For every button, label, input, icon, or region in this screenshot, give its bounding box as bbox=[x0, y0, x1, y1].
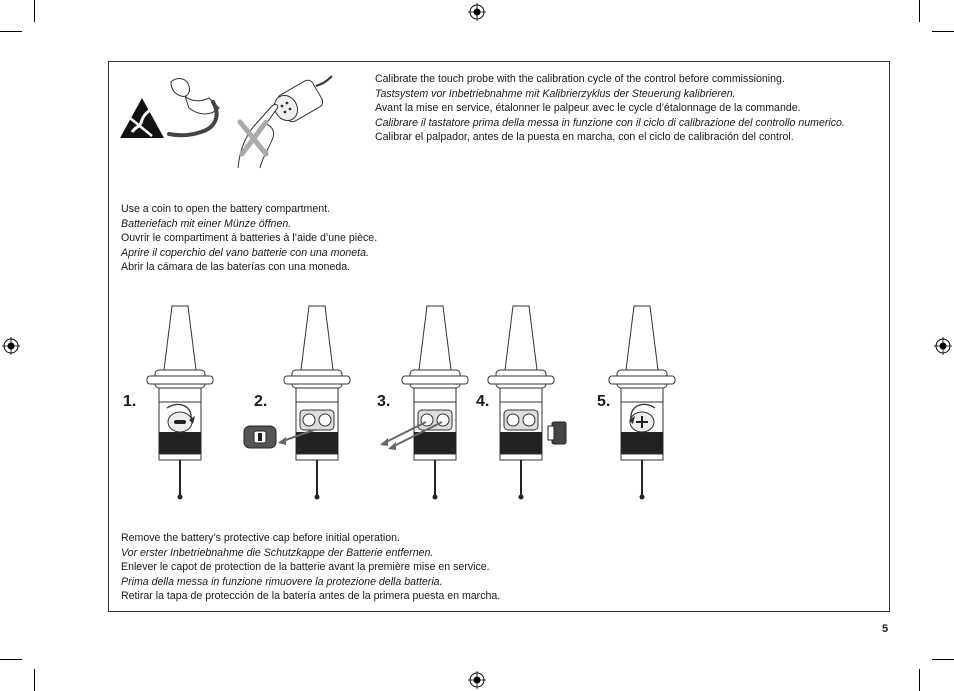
battery-cap-text-fr: Enlever le capot de protection de la batterie avant la première mise en service. bbox=[121, 561, 490, 574]
do-not-touch-connector-icon bbox=[232, 70, 342, 172]
registration-mark-icon bbox=[468, 671, 486, 689]
page-number: 5 bbox=[882, 623, 889, 635]
registration-mark-icon bbox=[934, 337, 952, 355]
battery-open-instructions bbox=[121, 202, 377, 275]
calibration-text-es: Calibrar el palpador, antes de la puesta en marcha, con el ciclo de calibración del control. bbox=[375, 131, 794, 144]
calibration-text-it: Calibrare il tastatore prima della messa in funzione con il ciclo di calibrazione del controllo numerico. bbox=[375, 116, 845, 129]
crop-mark bbox=[0, 659, 22, 660]
battery-open-text-de: Batteriefach mit einer Münze öffnen. bbox=[121, 217, 292, 230]
step-number: 4. bbox=[476, 393, 490, 410]
battery-cap-instructions bbox=[121, 531, 500, 604]
registration-mark-icon bbox=[468, 3, 486, 21]
crop-mark bbox=[34, 0, 35, 22]
battery-cap-text-it: Prima della messa in funzione rimuovere la protezione della batteria. bbox=[121, 575, 443, 588]
step-number: 2. bbox=[254, 393, 268, 410]
crop-mark bbox=[932, 659, 954, 660]
crop-mark bbox=[932, 31, 954, 32]
crop-mark bbox=[34, 669, 35, 691]
calibration-text-en: Calibrate the touch probe with the calibration cycle of the control before commissioning. bbox=[375, 73, 785, 85]
crop-mark bbox=[0, 31, 22, 32]
registration-mark-icon bbox=[2, 337, 20, 355]
wrist-strap-icon bbox=[165, 72, 225, 140]
calibration-text-de: Tastsystem vor Inbetriebnahme mit Kalibrierzyklus der Steuerung kalibrieren. bbox=[375, 87, 736, 100]
probe-step-4-illustration bbox=[486, 304, 570, 502]
crop-mark bbox=[919, 0, 920, 22]
calibration-instructions bbox=[375, 72, 845, 145]
step-number: 5. bbox=[597, 393, 611, 410]
battery-open-text-es: Abrir la cámara de las baterías con una moneda. bbox=[121, 261, 351, 274]
probe-step-3-illustration bbox=[378, 304, 468, 502]
step-number: 3. bbox=[377, 393, 391, 410]
probe-step-5-illustration bbox=[607, 304, 677, 502]
battery-open-text-en: Use a coin to open the battery compartment. bbox=[121, 203, 331, 215]
battery-cap-text-es: Retirar la tapa de protección de la batería antes de la primera puesta en marcha. bbox=[121, 590, 501, 603]
esd-warning-icon bbox=[118, 96, 166, 140]
battery-open-text-fr: Ouvrir le compartiment à batteries à l’aide d’une pièce. bbox=[121, 232, 378, 245]
calibration-text-fr: Avant la mise en service, étalonner le palpeur avec le cycle d’étalonnage de la commande. bbox=[375, 102, 801, 115]
battery-cap-text-en: Remove the battery’s protective cap before initial operation. bbox=[121, 532, 400, 544]
crop-mark bbox=[919, 669, 920, 691]
probe-step-1-illustration bbox=[145, 304, 215, 502]
battery-open-text-it: Aprire il coperchio del vano batterie con una moneta. bbox=[121, 246, 369, 259]
probe-step-2-illustration bbox=[242, 304, 362, 502]
battery-cap-text-de: Vor erster Inbetriebnahme die Schutzkappe der Batterie entfernen. bbox=[121, 546, 434, 559]
step-number: 1. bbox=[123, 393, 137, 410]
